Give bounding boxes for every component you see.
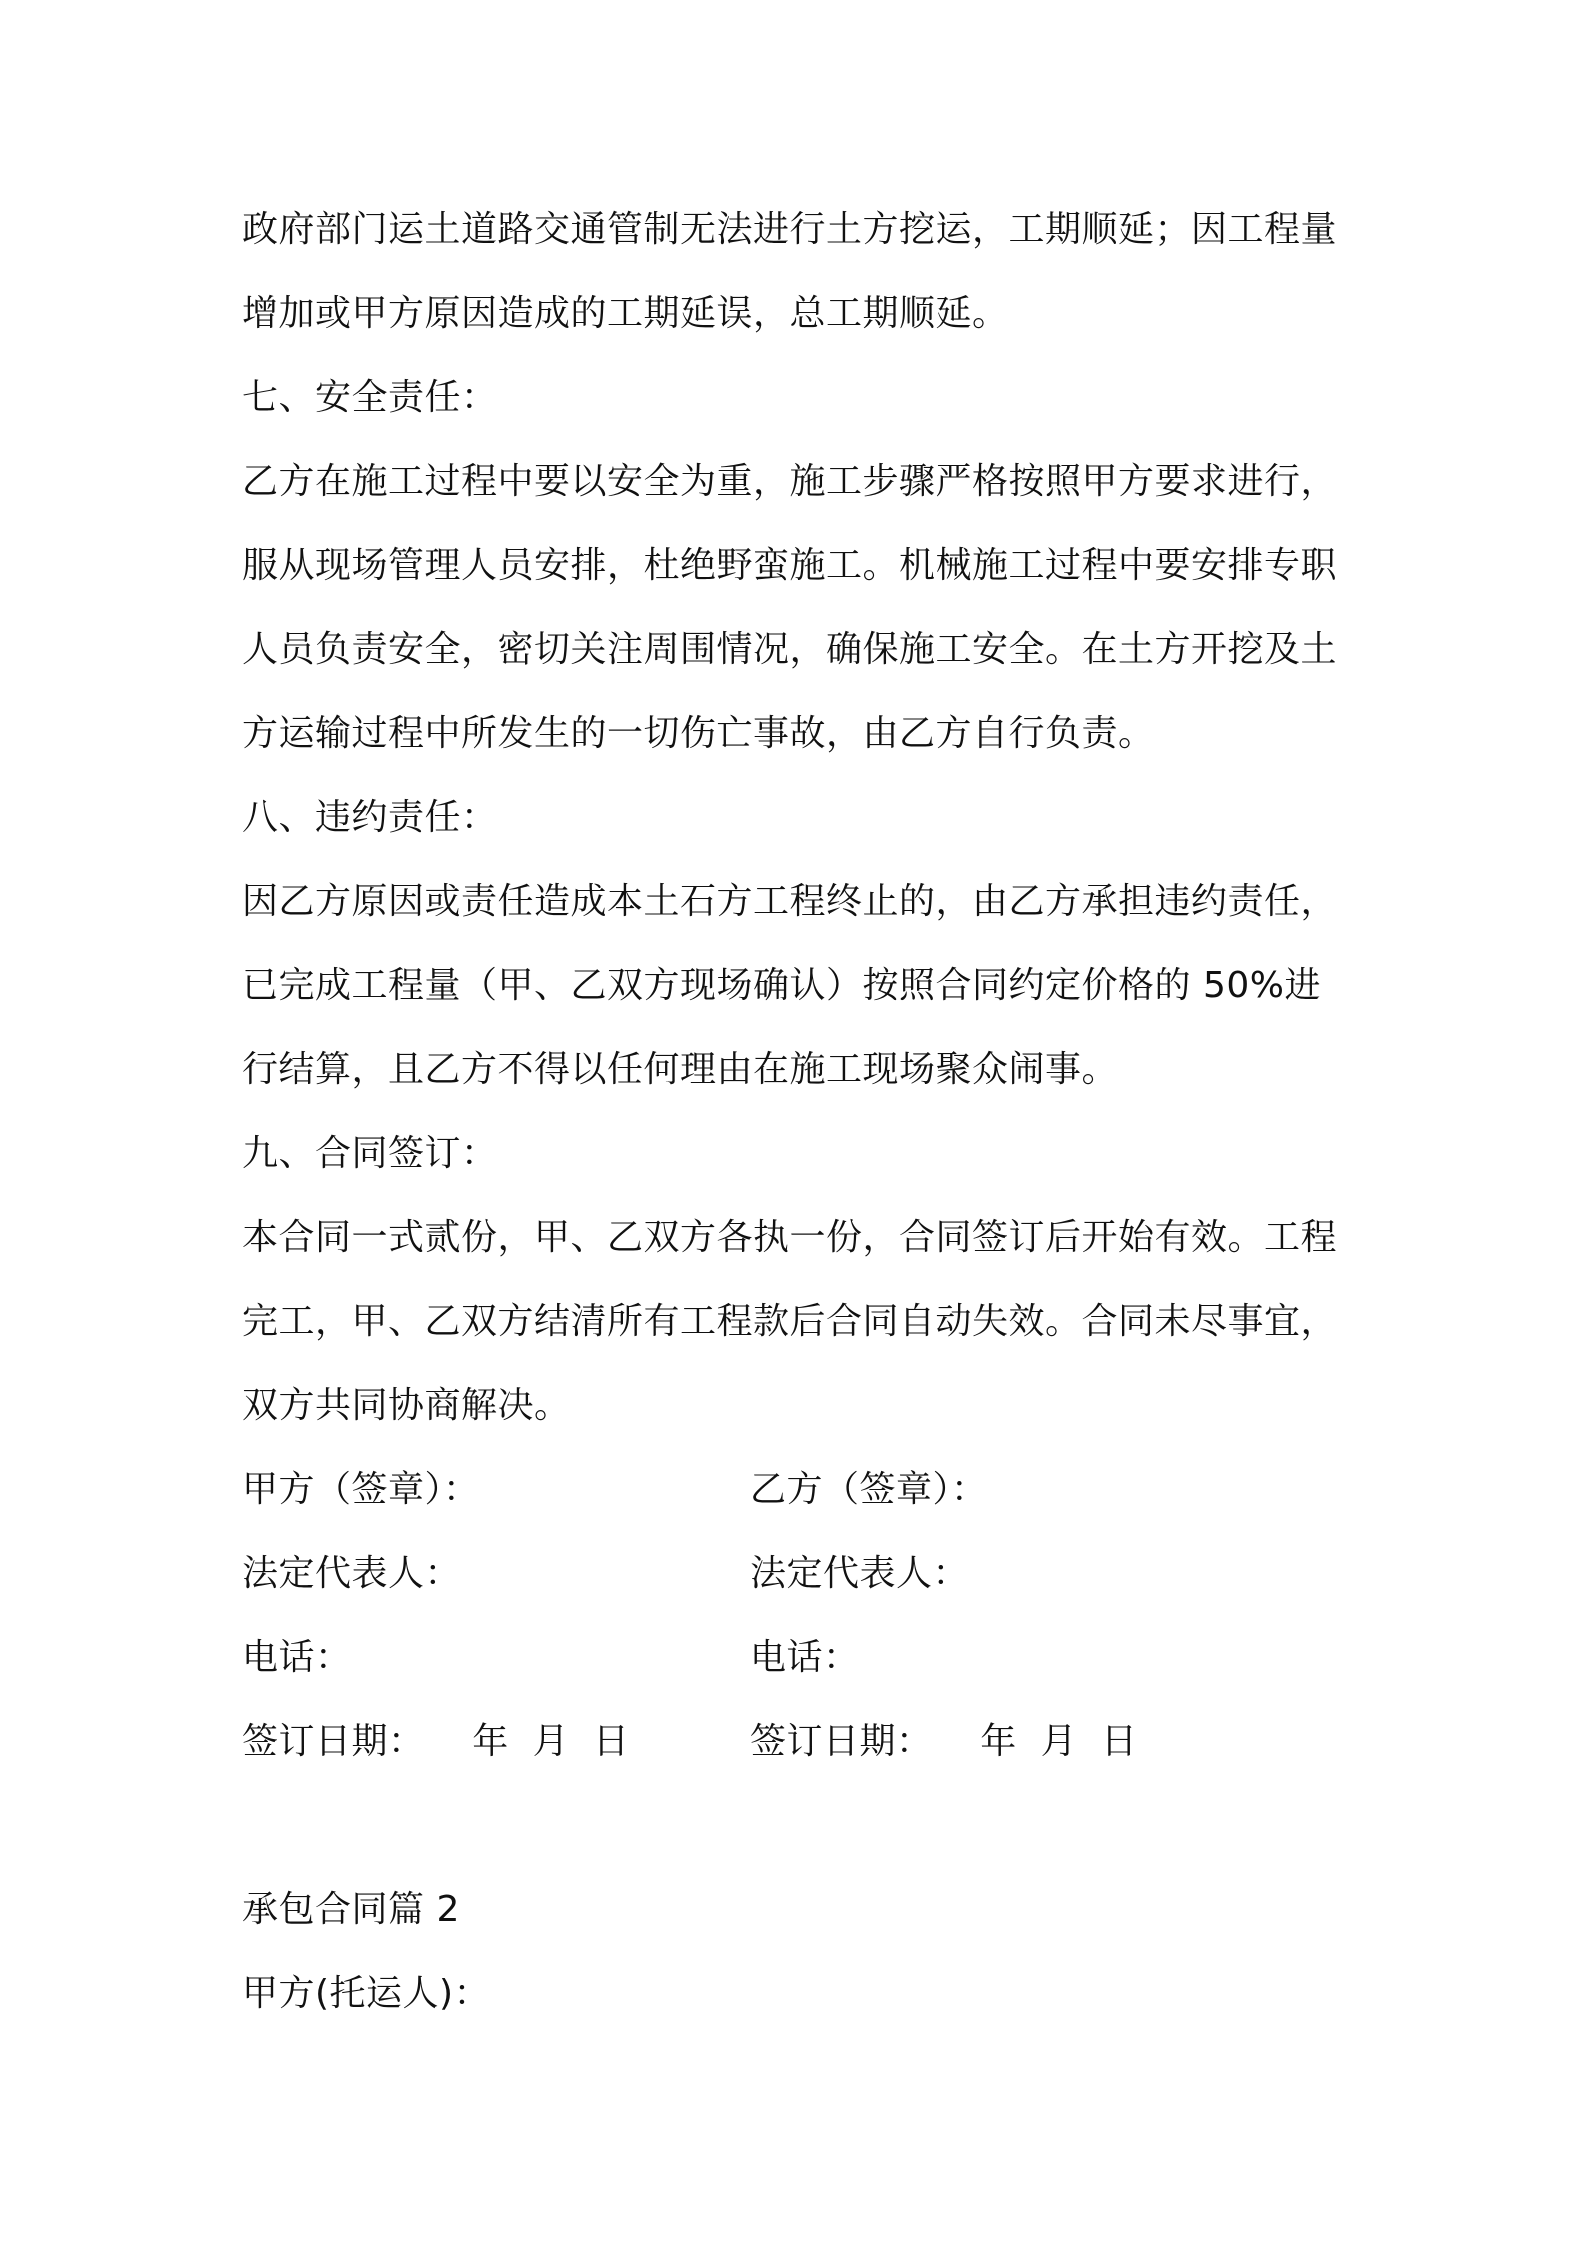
paragraph-line: 完工，甲、乙双方结清所有工程款后合同自动失效。合同未尽事宜， bbox=[242, 1301, 1338, 1342]
party-a-rep-label: 法定代表人： bbox=[242, 1553, 462, 1594]
party-b-phone-label: 电话： bbox=[750, 1637, 860, 1678]
section-heading-breach: 八、违约责任： bbox=[242, 797, 498, 838]
party-a-seal-label: 甲方（签章）： bbox=[242, 1469, 480, 1510]
paragraph-line: 增加或甲方原因造成的工期延误，总工期顺延。 bbox=[242, 293, 1009, 334]
paragraph-line: 本合同一式贰份，甲、乙双方各执一份，合同签订后开始有效。工程 bbox=[242, 1217, 1338, 1258]
signature-row-date bbox=[242, 1700, 1362, 1784]
party-a-date-label: 签订日期： 年 月 日 bbox=[242, 1721, 630, 1762]
party-b-date-label: 签订日期： 年 月 日 bbox=[750, 1721, 1138, 1762]
section2-title: 承包合同篇 2 bbox=[242, 1889, 460, 1930]
party-b-rep-label: 法定代表人： bbox=[750, 1553, 970, 1594]
signature-row-phone bbox=[242, 1616, 1362, 1700]
paragraph-line: 服从现场管理人员安排，杜绝野蛮施工。机械施工过程中要安排专职 bbox=[242, 545, 1338, 586]
paragraph-line: 双方共同协商解决。 bbox=[242, 1385, 571, 1426]
paragraph-line: 乙方在施工过程中要以安全为重，施工步骤严格按照甲方要求进行， bbox=[242, 461, 1338, 502]
section-heading-signing: 九、合同签订： bbox=[242, 1133, 498, 1174]
paragraph-line: 人员负责安全，密切关注周围情况，确保施工安全。在土方开挖及土 bbox=[242, 629, 1338, 670]
signature-row-seal bbox=[242, 1448, 1362, 1532]
paragraph-line: 政府部门运土道路交通管制无法进行土方挖运，工期顺延；因工程量 bbox=[242, 209, 1338, 250]
paragraph-line: 已完成工程量（甲、乙双方现场确认）按照合同约定价格的 50%进 bbox=[242, 965, 1321, 1006]
paragraph-line: 方运输过程中所发生的一切伤亡事故，由乙方自行负责。 bbox=[242, 713, 1155, 754]
party-b-seal-label: 乙方（签章）： bbox=[750, 1469, 988, 1510]
party-a-phone-label: 电话： bbox=[242, 1637, 352, 1678]
paragraph-line: 行结算，且乙方不得以任何理由在施工现场聚众闹事。 bbox=[242, 1049, 1119, 1090]
blank-line bbox=[242, 1784, 1362, 1868]
document-body bbox=[242, 188, 1362, 2036]
paragraph-line: 因乙方原因或责任造成本土石方工程终止的，由乙方承担违约责任， bbox=[242, 881, 1338, 922]
section2-party-a-label: 甲方(托运人)： bbox=[242, 1973, 491, 2014]
section-heading-safety: 七、安全责任： bbox=[242, 377, 498, 418]
signature-row-representative bbox=[242, 1532, 1362, 1616]
